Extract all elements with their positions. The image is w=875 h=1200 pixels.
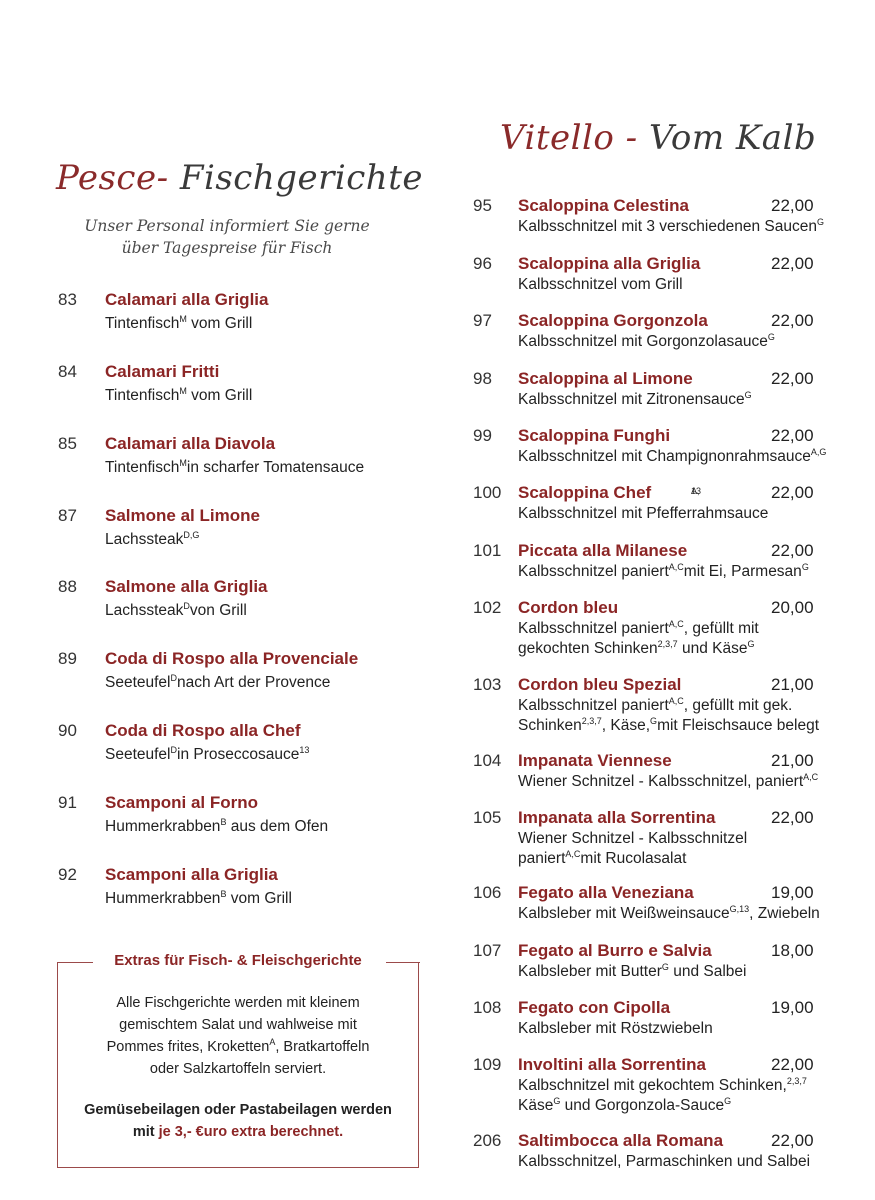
item-number: 206 (473, 1131, 502, 1150)
item-name: Salmone alla Griglia (105, 577, 268, 596)
description-text: Kalbsschnitzel mit Gorgonzolasauce (518, 333, 768, 350)
description-text: Tintenfisch (105, 387, 180, 404)
fish-subtitle-line: Unser Personal informiert Sie gerne (84, 217, 370, 235)
description-line (518, 962, 746, 982)
description-line (518, 1076, 807, 1096)
item-name: Coda di Rospo alla Chef (105, 721, 301, 740)
item-number: 98 (473, 369, 492, 388)
allergen-marker: A,C (668, 695, 684, 706)
description-text: Wiener Schnitzel - Kalbsschnitzel, paniert (518, 773, 804, 790)
item-name: Impanata Viennese (518, 751, 672, 770)
description-text: aus dem Ofen (226, 818, 329, 835)
item-description (518, 1152, 810, 1172)
item-description (105, 458, 364, 478)
description-text: vom Grill (226, 890, 292, 907)
description-line (518, 829, 747, 849)
item-number: 96 (473, 254, 492, 273)
fish-title-german: Fischgerichte (168, 158, 423, 198)
description-text: vom Grill (186, 315, 253, 332)
extras-line-text: , Bratkartoffeln (275, 1039, 370, 1055)
item-name: Scaloppina Funghi (518, 426, 671, 445)
description-line (518, 1019, 713, 1039)
item-price: 20,00 (771, 598, 814, 617)
fish-title-italian: Pesce- (56, 158, 169, 198)
item-name: Scaloppina Celestina (518, 196, 689, 215)
item-price: 19,00 (771, 883, 814, 902)
item-description (105, 314, 252, 334)
description-text: mit Ei, Parmesan (683, 563, 802, 580)
item-name: Calamari Fritti (105, 362, 220, 381)
item-number: 106 (473, 883, 502, 902)
item-number: 83 (58, 290, 77, 309)
allergen-marker: G (744, 389, 752, 400)
description-text: in scharfer Tomatensauce (186, 459, 365, 476)
extras-note-line (63, 1121, 413, 1143)
description-text: Käse (518, 1097, 554, 1114)
item-number: 85 (58, 434, 77, 453)
description-text: , Zwiebeln (749, 905, 820, 922)
description-text: Schinken (518, 717, 582, 734)
description-text: Lachssteak (105, 531, 184, 548)
item-number: 101 (473, 541, 502, 560)
description-line (518, 562, 809, 582)
description-line (518, 217, 824, 237)
item-price: 22,00 (771, 196, 814, 215)
description-text: Kalbsschnitzel mit Pfefferrahmsauce (518, 505, 769, 522)
item-number: 95 (473, 196, 492, 215)
description-text: Seeteufel (105, 746, 171, 763)
item-price: 22,00 (771, 426, 814, 445)
extras-line: oder Salzkartoffeln serviert. (149, 1061, 327, 1077)
item-description (105, 601, 247, 621)
description-text: Tintenfisch (105, 459, 180, 476)
item-name: Scamponi al Forno (105, 793, 259, 812)
item-name: Salmone al Limone (105, 506, 260, 525)
allergen-marker: A,G (810, 446, 827, 457)
item-name: Piccata alla Milanese (518, 541, 688, 560)
item-number: 90 (58, 721, 77, 740)
allergen-marker: 2,3,7 (657, 638, 678, 649)
extras-line-text: Pommes frites, Kroketten (106, 1039, 270, 1055)
fish-subtitle (62, 215, 392, 259)
item-description (518, 447, 826, 467)
item-number: 92 (58, 865, 77, 884)
veal-title-italian: Vitello - (500, 118, 638, 158)
item-price: 21,00 (771, 751, 814, 770)
item-description (105, 530, 199, 550)
extras-box (57, 952, 419, 1168)
item-price: 22,00 (771, 541, 814, 560)
allergen-marker: A (269, 1037, 276, 1048)
allergen-marker: 13 (299, 744, 310, 755)
item-name: Fegato al Burro e Salvia (518, 941, 712, 960)
description-text: nach Art der Provence (177, 674, 331, 691)
description-line (518, 447, 826, 467)
description-line (518, 275, 683, 295)
item-name: Calamari alla Griglia (105, 290, 269, 309)
description-text: , gefüllt mit (683, 620, 759, 637)
item-description (518, 772, 818, 792)
description-text: von Grill (189, 602, 247, 619)
item-name: Fegato con Cipolla (518, 998, 671, 1017)
item-name: Cordon bleu (518, 598, 619, 617)
description-line (518, 1096, 807, 1116)
description-line (518, 1152, 810, 1172)
allergen-marker: D (183, 600, 190, 611)
description-text: Kalbsschnitzel paniert (518, 697, 669, 714)
description-line (518, 619, 759, 639)
item-description (518, 904, 820, 924)
description-line (518, 504, 768, 524)
item-name: Saltimbocca alla Romana (518, 1131, 724, 1150)
item-price: 19,00 (771, 998, 814, 1017)
description-text: Kalbsleber mit Butter (518, 963, 662, 980)
allergen-marker: 2,3,7 (786, 1075, 807, 1086)
description-text: Lachssteak (105, 602, 184, 619)
extras-title: Extras für Fisch- & Fleischgerichte (114, 952, 362, 969)
description-text: mit Fleischsauce belegt (657, 717, 820, 734)
veal-section-title (500, 118, 820, 158)
description-text: Tintenfisch (105, 315, 180, 332)
item-name: Involtini alla Sorrentina (518, 1055, 706, 1074)
allergen-marker: B (220, 888, 227, 899)
item-description (518, 332, 775, 352)
allergen-marker: M (179, 457, 187, 468)
allergen-marker: G (553, 1095, 561, 1106)
allergen-marker: M (179, 385, 187, 396)
item-description (518, 962, 746, 982)
description-text: Kalbsleber mit Weißweinsauce (518, 905, 730, 922)
description-text: Hummerkrabben (105, 890, 221, 907)
allergen-marker: G (816, 216, 824, 227)
allergen-marker: B (220, 816, 227, 827)
description-line (518, 772, 818, 792)
item-description (518, 829, 747, 869)
item-name: Scaloppina Gorgonzola (518, 311, 708, 330)
item-name: Impanata alla Sorrentina (518, 808, 716, 827)
description-text: Wiener Schnitzel - Kalbsschnitzel (518, 830, 748, 847)
allergen-marker: G (801, 561, 809, 572)
description-text: Kalbschnitzel mit gekochtem Schinken, (518, 1077, 787, 1094)
description-text: Kalbsschnitzel vom Grill (518, 276, 683, 293)
item-price: 21,00 (771, 675, 814, 694)
description-line (518, 696, 819, 716)
description-line (518, 904, 820, 924)
description-text: in Proseccosauce (177, 746, 300, 763)
item-description (105, 386, 252, 406)
item-name: Scaloppina alla Griglia (518, 254, 701, 273)
description-line (518, 639, 759, 659)
item-name: Coda di Rospo alla Provenciale (105, 649, 359, 668)
allergen-marker: D,G (183, 529, 200, 540)
item-name: Calamari alla Diavola (105, 434, 276, 453)
item-description (518, 1076, 807, 1116)
item-price: 18,00 (771, 941, 814, 960)
extras-note-line: Gemüsebeilagen oder Pastabeilagen werden (84, 1102, 392, 1118)
fish-section-title (56, 158, 423, 198)
item-number: 97 (473, 311, 492, 330)
item-number: 91 (58, 793, 77, 812)
description-text: Kalbsschnitzel paniert (518, 620, 669, 637)
description-text: Kalbsschnitzel mit Champignonrahmsauce (518, 448, 811, 465)
description-text: Seeteufel (105, 674, 171, 691)
item-number: 104 (473, 751, 502, 770)
item-description (518, 619, 759, 659)
item-price: 22,00 (771, 1055, 814, 1074)
item-price: 22,00 (771, 1131, 814, 1150)
description-text: und Gorgonzola-Sauce (560, 1097, 725, 1114)
description-text: Hummerkrabben (105, 818, 221, 835)
description-text: Kalbsschnitzel paniert (518, 563, 669, 580)
item-price: 22,00 (771, 311, 814, 330)
item-number: 89 (58, 649, 77, 668)
description-line (518, 390, 752, 410)
extras-line: gemischtem Salat und wahlweise mit (119, 1017, 357, 1033)
description-text: vom Grill (186, 387, 253, 404)
item-description (518, 1019, 713, 1039)
extras-note-text: mit (132, 1124, 159, 1140)
item-number: 100 (473, 483, 502, 502)
allergen-marker: A,C (668, 618, 684, 629)
item-number: 87 (58, 506, 77, 525)
item-description (105, 745, 309, 765)
item-description (105, 889, 292, 909)
description-text: Kalbsschnitzel, Parmaschinken und Salbei (518, 1153, 811, 1170)
item-number: 105 (473, 808, 502, 827)
item-name: Fegato alla Veneziana (518, 883, 694, 902)
item-price: 22,00 (771, 808, 814, 827)
item-price: 22,00 (771, 483, 814, 502)
item-name: Scamponi alla Griglia (105, 865, 278, 884)
description-line (518, 716, 819, 736)
item-price: 22,00 (771, 254, 814, 273)
item-description (518, 562, 809, 582)
item-number: 103 (473, 675, 502, 694)
item-number: 99 (473, 426, 492, 445)
item-number: 108 (473, 998, 502, 1017)
description-text: Kalbsleber mit Röstzwiebeln (518, 1020, 713, 1037)
item-description (518, 390, 752, 410)
description-text: Kalbsschnitzel mit 3 verschiedenen Saucen (518, 218, 817, 235)
extras-text (68, 992, 408, 1080)
item-number: 102 (473, 598, 502, 617)
description-text: paniert (518, 850, 566, 867)
veal-title-german: Vom Kalb (637, 118, 817, 158)
item-name: Scaloppina al Limone (518, 369, 693, 388)
item-description (518, 217, 824, 237)
allergen-marker: G,13 (729, 903, 750, 914)
description-text: und Käse (677, 640, 748, 657)
description-line (518, 332, 775, 352)
allergen-marker: G (747, 638, 755, 649)
item-description (518, 504, 768, 524)
description-text: und Salbei (668, 963, 747, 980)
extras-line: Alle Fischgerichte werden mit kleinem (116, 995, 360, 1011)
item-number: 109 (473, 1055, 502, 1074)
allergen-marker: A,C (565, 848, 581, 859)
extras-note (63, 1099, 413, 1143)
allergen-marker: G (767, 331, 775, 342)
description-text: , gefüllt mit gek. (683, 697, 793, 714)
allergen-marker: D (170, 672, 177, 683)
item-price: 22,00 (771, 369, 814, 388)
item-description (518, 275, 683, 295)
description-text: gekochten Schinken (518, 640, 658, 657)
item-description (518, 696, 819, 736)
allergen-marker: M (179, 313, 187, 324)
allergen-marker: D (170, 744, 177, 755)
allergen-marker: A,C (668, 561, 684, 572)
allergen-marker: G (661, 961, 669, 972)
fish-subtitle-line: über Tagespreise für Fisch (121, 239, 333, 257)
description-text: Kalbsschnitzel mit Zitronensauce (518, 391, 745, 408)
allergen-marker: 2,3,7 (581, 715, 602, 726)
allergen-marker: G (724, 1095, 732, 1106)
item-name: Scaloppina Chef (518, 483, 652, 502)
item-description (105, 673, 330, 693)
extras-note-highlight: je 3,- €uro extra berechnet. (158, 1124, 344, 1140)
description-text: , Käse, (601, 717, 651, 734)
allergen-marker: G (650, 715, 658, 726)
extras-line (68, 1036, 408, 1058)
item-name: Cordon bleu Spezial (518, 675, 682, 694)
item-number: 84 (58, 362, 77, 381)
description-line (518, 849, 747, 869)
item-number: 107 (473, 941, 502, 960)
item-number: 88 (58, 577, 77, 596)
allergen-marker: A,C (803, 771, 819, 782)
item-description (105, 817, 328, 837)
description-text: mit Rucolasalat (580, 850, 687, 867)
